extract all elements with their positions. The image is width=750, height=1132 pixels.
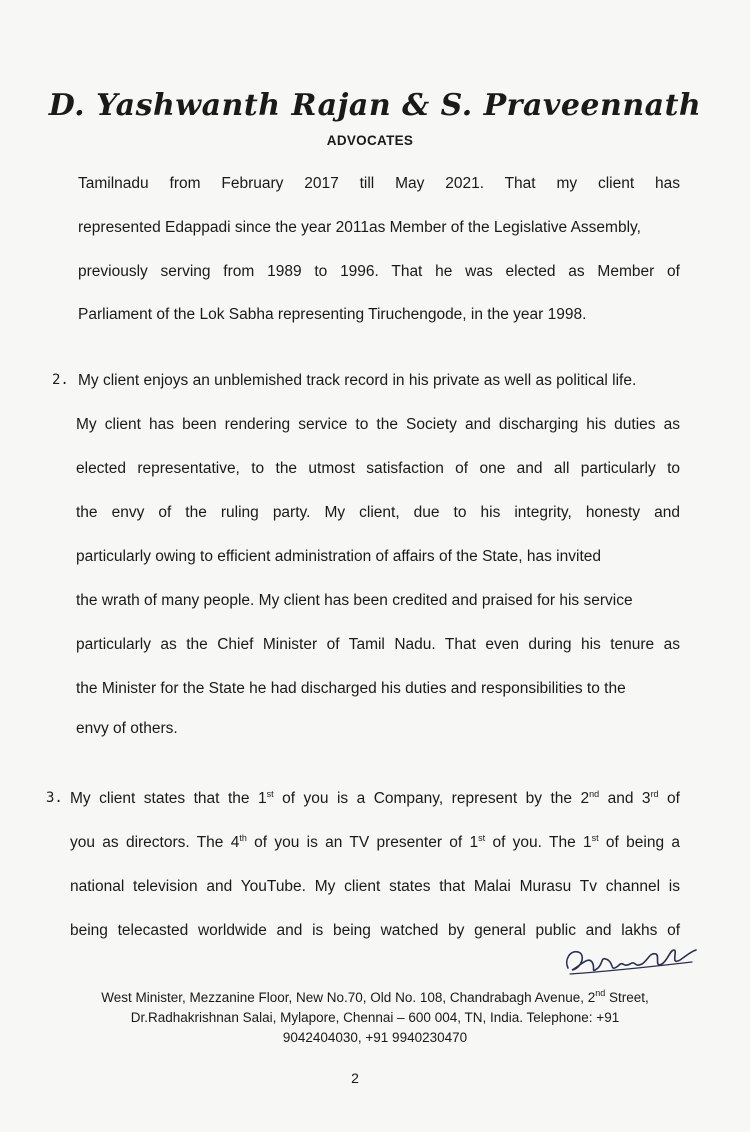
firm-subtitle: ADVOCATES <box>326 133 414 148</box>
footer-line: West Minister, Mezzanine Floor, New No.70, Old No. 108, Chandrabagh Avenue, 2nd Street, <box>101 988 649 1005</box>
paragraph-line: My client states that the 1st of you is a Company, represent by the 2nd and 3rd of <box>70 789 680 807</box>
footer-line: 9042404030, +91 9940230470 <box>282 1030 468 1045</box>
paragraph-line: particularly as the Chief Minister of Tamil Nadu. That even during his tenure as <box>76 636 680 653</box>
paragraph-line: Parliament of the Lok Sabha representing Tiruchengode, in the year 1998. <box>78 306 587 323</box>
paragraph-line: My client enjoys an unblemished track record in his private as well as political life. <box>78 372 637 389</box>
firm-name: D. Yashwanth Rajan & S. Praveennath <box>48 88 702 123</box>
paragraph-line: being telecasted worldwide and is being watched by general public and lakhs of <box>70 922 680 939</box>
paragraph-3-number: 3. <box>46 790 63 806</box>
paragraph-line: elected representative, to the utmost satisfaction of one and all particularly to <box>76 460 680 477</box>
paragraph-line: My client has been rendering service to the Society and discharging his duties as <box>76 416 680 433</box>
footer-address <box>20 988 730 1048</box>
paragraph-line: envy of others. <box>76 720 178 737</box>
paragraph-line: the envy of the ruling party. My client, due to his integrity, honesty and <box>76 504 680 521</box>
page-number: 2 <box>351 1070 359 1086</box>
paragraph-2-number: 2. <box>52 372 69 388</box>
paragraph-line: particularly owing to efficient administration of affairs of the State, has invited <box>76 548 601 565</box>
paragraph-line: Tamilnadu from February 2017 till May 2021. That my client has <box>78 175 680 192</box>
paragraph-line: represented Edappadi since the year 2011as Member of the Legislative Assembly, <box>78 219 641 236</box>
paragraph-line: the wrath of many people. My client has been credited and praised for his service <box>76 592 633 609</box>
paragraph-line: national television and YouTube. My client states that Malai Murasu Tv channel is <box>70 878 680 895</box>
paragraph-line: previously serving from 1989 to 1996. That he was elected as Member of <box>78 263 680 280</box>
paragraph-line: the Minister for the State he had discharged his duties and responsibilities to the <box>76 680 626 697</box>
footer-line: Dr.Radhakrishnan Salai, Mylapore, Chennai – 600 004, TN, India. Telephone: +91 <box>130 1010 620 1025</box>
paragraph-line: you as directors. The 4th of you is an TV presenter of 1st of you. The 1st of being a <box>70 833 680 851</box>
signature <box>560 938 700 984</box>
